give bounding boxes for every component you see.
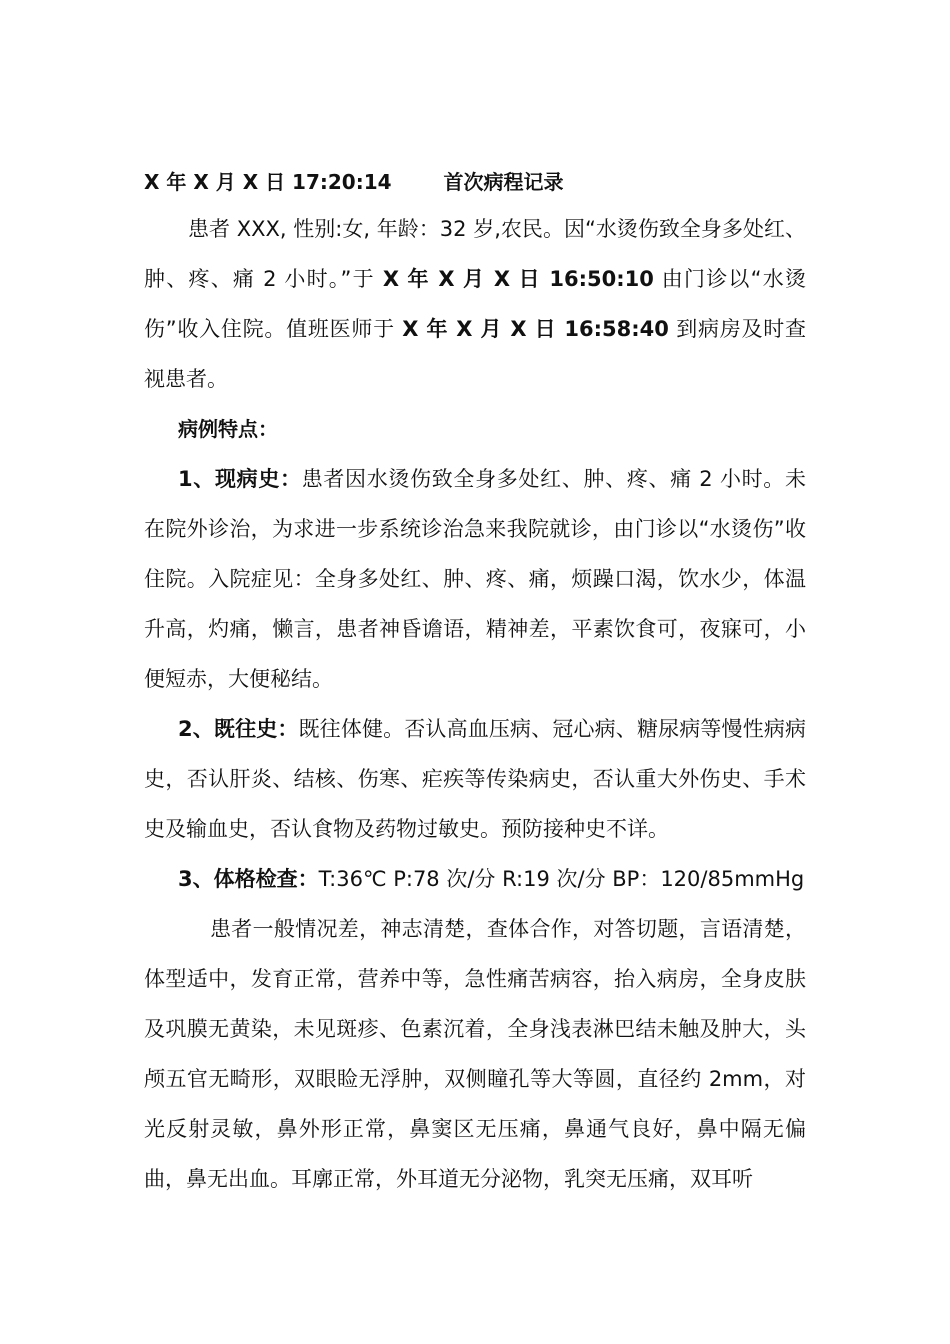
- intro-text-3: 到病房及时查视患者。: [144, 317, 806, 391]
- physical-exam-vitals: [144, 854, 806, 904]
- record-title-text: 首次病程记录: [443, 170, 564, 194]
- past-history-text: 既往体健。否认高血压病、冠心病、糖尿病等慢性病病史，否认肝炎、结核、伤寒、疟疾等传染病史，否认重大外伤史、手术史及输血史，否认食物及药物过敏史。预防接种史不详。: [144, 717, 806, 841]
- record-datetime: X 年 X 月 X 日 17:20:14: [144, 170, 392, 194]
- intro-text-1: 患者 XXX, 性别:女, 年龄：32 岁,农民。因“水烫伤致全身多处红、肿、疼、痛 2 小时。”于: [144, 217, 806, 291]
- intro-paragraph: [144, 204, 806, 404]
- case-features-heading: 病例特点：: [178, 417, 278, 441]
- present-illness-section: [144, 454, 806, 704]
- visit-datetime: X 年 X 月 X 日 16:58:40: [402, 317, 669, 341]
- course-record-body: [144, 160, 806, 1204]
- present-illness-label: 1、现病史：: [178, 467, 302, 491]
- physical-exam-text: 患者一般情况差，神志清楚，查体合作，对答切题，言语清楚，体型适中，发育正常，营养中等，急性痛苦病容，抬入病房，全身皮肤及巩膜无黄染，未见斑疹、色素沉着，全身浅表淋巴结未触及肿大，头颅五官无畸形，双眼睑无浮肿，双侧瞳孔等大等圆，直径约 2mm，对光反射灵敏，鼻外形正常，鼻窦区无压痛，鼻通气良好，鼻中隔无偏曲，鼻无出血。耳廓正常，外耳道无分泌物，乳突无压痛，双耳听: [144, 917, 806, 1191]
- physical-exam-label: 3、体格检查：: [178, 867, 319, 891]
- admission-datetime: X 年 X 月 X 日 16:50:10: [382, 267, 654, 291]
- vital-signs: T:36℃ P:78 次/分 R:19 次/分 BP：120/85mmHg: [318, 867, 805, 891]
- past-history-section: [144, 704, 806, 854]
- present-illness-text: 患者因水烫伤致全身多处红、肿、疼、痛 2 小时。未在院外诊治，为求进一步系统诊治急来我院就诊，由门诊以“水烫伤”收住院。入院症见：全身多处红、肿、疼、痛，烦躁口渴，饮水少，体温升高，灼痛，懒言，患者神昏谵语，精神差，平素饮食可，夜寐可，小便短赤，大便秘结。: [144, 467, 806, 691]
- intro-text-2: 由门诊以“水烫伤”收入住院。值班医师于: [144, 267, 807, 341]
- record-title: [144, 160, 806, 204]
- past-history-label: 2、既往史：: [178, 717, 299, 741]
